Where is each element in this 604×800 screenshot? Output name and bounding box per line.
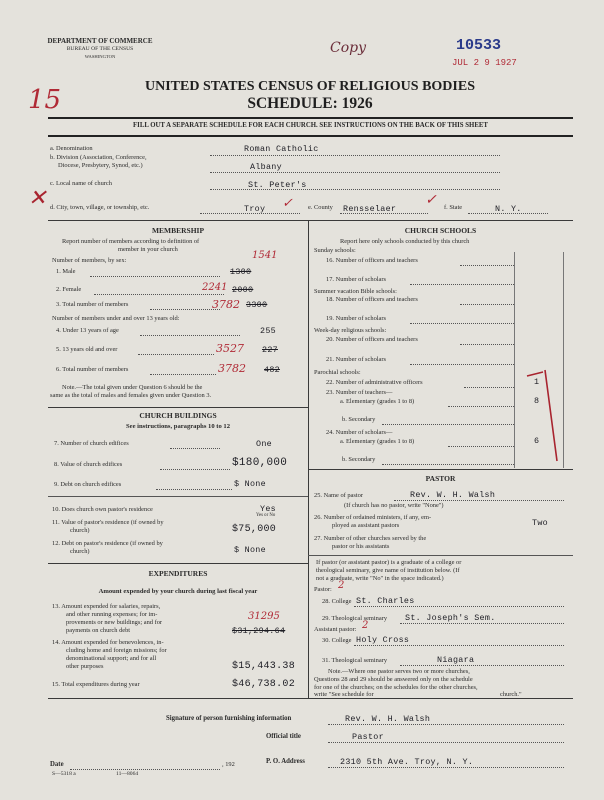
q16-leader xyxy=(460,265,514,266)
q10-label: 10. Does church own pastor's residence xyxy=(52,506,153,513)
q13-handwritten: 31295 xyxy=(248,611,280,622)
q7-label: 7. Number of church edifices xyxy=(54,440,129,447)
graduate-instruction-3: not a graduate, write "No" in the space indicated.) xyxy=(316,575,444,582)
membership-note-1: Note.—The total given under Question 6 should be the xyxy=(62,384,203,391)
q26-value: Two xyxy=(532,518,548,528)
q18-leader xyxy=(460,304,514,305)
q23b-leader xyxy=(382,424,514,425)
schedule-year: SCHEDULE: 1926 xyxy=(247,95,373,112)
q5-leader xyxy=(138,354,214,355)
q25-note: (If church has no pastor, write "None") xyxy=(344,502,444,509)
county-value: Rensselaer xyxy=(343,204,397,214)
q4-under13-value: 255 xyxy=(260,326,276,336)
q10-hint: Yes or No xyxy=(256,513,276,518)
schedule-number-stamp: 10533 xyxy=(456,37,502,54)
q19-label: 19. Number of scholars xyxy=(326,315,386,322)
pastor-inner-rule xyxy=(308,555,573,556)
county-check-mark: ✓ xyxy=(425,192,437,208)
q29-line xyxy=(400,623,564,624)
red-x-mark: ✕ xyxy=(28,186,47,211)
separate-schedule-instruction: FILL OUT A SEPARATE SCHEDULE FOR EACH CHURCH. SEE INSTRUCTIONS ON THE BACK OF THIS SHEET xyxy=(133,122,488,129)
q15-label: 15. Total expenditures during year xyxy=(52,681,140,688)
q22-leader xyxy=(464,387,514,388)
official-title-line xyxy=(328,742,564,743)
q3-total-handwritten: 3782 xyxy=(212,298,240,311)
membership-note-2: same as the total of males and females given under Question 3. xyxy=(50,392,212,399)
q3-total-label: 3. Total number of members xyxy=(56,301,129,308)
q14-label-1: 14. Amount expended for benevolences, in- xyxy=(52,639,164,646)
q24b-leader xyxy=(382,464,514,465)
pastor-handwritten-mark: 2 xyxy=(338,580,345,591)
q26-label-2: ployed as assistant pastors xyxy=(332,522,400,529)
q24b-label: b. Secondary xyxy=(342,456,376,463)
state-label: f. State xyxy=(444,204,463,211)
q24a-leader xyxy=(448,446,514,447)
q4-leader xyxy=(140,335,240,336)
denomination-value: Roman Catholic xyxy=(244,144,319,154)
q9-label: 9. Debt on church edifices xyxy=(54,481,122,488)
pastor-note-3: for one of the churches; on the schedules for the other churches, xyxy=(314,684,478,691)
denomination-label: a. Denomination xyxy=(50,145,93,152)
q26-label: 26. Number of ordained ministers, if any, em- xyxy=(314,514,432,521)
city-value: Troy xyxy=(244,204,266,214)
q8-leader xyxy=(160,469,230,470)
q12-value: $ None xyxy=(234,545,266,555)
q29-label: 29. Theological seminary xyxy=(322,615,388,622)
q23-label: 23. Number of teachers— xyxy=(326,389,393,396)
q18-label: 18. Number of officers and teachers xyxy=(326,296,418,303)
assistant-pastor-sublabel: Assistant pastor: xyxy=(314,626,357,633)
graduate-instruction-2: theological seminary, give name of institution below. (If xyxy=(316,567,460,574)
under-over-13-label: Number of members under and over 13 years old: xyxy=(52,315,180,322)
q2-leader xyxy=(94,294,224,295)
q28-label: 28. College xyxy=(322,598,352,605)
q21-label: 21. Number of scholars xyxy=(326,356,386,363)
q31-line xyxy=(400,665,564,666)
schools-subheading: Report here only schools conducted by this church xyxy=(340,238,470,245)
pastor-note-5: church." xyxy=(500,691,522,698)
buildings-subheading: See instructions, paragraphs 10 to 12 xyxy=(125,423,231,430)
q6-leader xyxy=(150,374,216,375)
q23b-label: b. Secondary xyxy=(342,416,376,423)
q2-female-value: 2000 xyxy=(232,285,254,295)
po-address-value: 2310 5th Ave. Troy, N. Y. xyxy=(340,757,474,767)
form-number: S—5318 a xyxy=(52,771,76,777)
section-rule-buildings-expenditures xyxy=(48,563,308,564)
q12-label: 12. Debt on pastor's residence (if owned by xyxy=(52,540,163,547)
official-title-label: Official title xyxy=(266,733,301,740)
bureau-heading: BUREAU OF THE CENSUS xyxy=(66,46,134,52)
q3-total-value: 3300 xyxy=(246,300,268,310)
q12-label-2: church) xyxy=(70,548,90,555)
page-mark-handwritten: 15 xyxy=(28,85,62,115)
q3-leader xyxy=(150,309,220,310)
red-pencil-slash-mark xyxy=(515,366,565,466)
q1-male-label: 1. Male xyxy=(56,268,76,275)
signature-line xyxy=(328,724,564,725)
state-value: N. Y. xyxy=(495,204,522,214)
q13-label-1: 13. Amount expended for salaries, repairs, xyxy=(52,603,161,610)
header-rule-top xyxy=(48,117,573,119)
pastor-note-1: Note.—Where one pastor serves two or more churches, xyxy=(328,668,470,675)
q6-total-handwritten: 3782 xyxy=(218,362,246,375)
q25-label: 25. Name of pastor xyxy=(314,492,363,499)
parochial-schools-label: Parochial schools: xyxy=(314,369,361,376)
division-label: b. Division (Association, Conference, xyxy=(50,154,147,161)
q10-value: Yes xyxy=(260,504,276,514)
members-by-sex-label: Number of members, by sex: xyxy=(52,257,127,264)
q23a-value: 8 xyxy=(534,396,540,406)
q13-label-2: and other running expenses; for im- xyxy=(66,611,158,618)
q8-label: 8. Value of church edifices xyxy=(54,461,123,468)
q20-label: 20. Number of officers and teachers xyxy=(326,336,418,343)
official-title-value: Pastor xyxy=(352,732,384,742)
q25-value: Rev. W. H. Walsh xyxy=(410,490,496,500)
q31-value: Niagara xyxy=(437,655,475,665)
q5-over13-value: 227 xyxy=(262,345,278,355)
pastor-sublabel: Pastor: xyxy=(314,586,332,593)
sunday-schools-label: Sunday schools: xyxy=(314,247,356,254)
section-rule-membership-buildings xyxy=(48,407,308,408)
q29-value: St. Joseph's Sem. xyxy=(405,613,496,623)
buildings-heading: CHURCH BUILDINGS xyxy=(139,411,217,420)
buildings-inner-rule xyxy=(48,496,308,497)
po-address-line xyxy=(328,767,564,768)
q11-label-2: church) xyxy=(70,527,90,534)
division-value: Albany xyxy=(250,162,282,172)
q22-value: 1 xyxy=(534,377,540,387)
q13-value: $31,294.64 xyxy=(232,626,286,636)
q5-over13-handwritten: 3527 xyxy=(216,342,244,355)
pastor-note-2: Questions 28 and 29 should be answered only on the schedule xyxy=(314,676,473,683)
q5-over13-label: 5. 13 years old and over xyxy=(56,346,118,353)
division-line xyxy=(210,172,500,173)
city-check-mark: ✓ xyxy=(282,196,293,211)
header-rule-bottom xyxy=(48,135,573,137)
local-name-label: c. Local name of church xyxy=(50,180,112,187)
column-divider xyxy=(308,220,309,698)
section-rule-footer xyxy=(48,698,573,699)
q9-value: $ None xyxy=(234,479,266,489)
q2-female-handwritten: 2241 xyxy=(202,282,228,293)
q23a-label: a. Elementary (grades 1 to 8) xyxy=(340,398,415,405)
q2-female-label: 2. Female xyxy=(56,286,82,293)
q20-leader xyxy=(460,344,514,345)
q21-leader xyxy=(410,364,514,365)
q9-leader xyxy=(156,489,232,490)
q28-line xyxy=(354,606,564,607)
weekday-schools-label: Week-day religious schools: xyxy=(314,327,387,334)
q16-label: 16. Number of officers and teachers xyxy=(326,257,418,264)
q1-male-handwritten: 1541 xyxy=(252,250,278,261)
received-date-stamp: JUL 2 9 1927 xyxy=(452,58,517,68)
signature-label: Signature of person furnishing information xyxy=(166,715,292,722)
q30-label: 30. College xyxy=(322,637,352,644)
q7-leader xyxy=(170,448,220,449)
expenditures-subheading: Amount expended by your church during last fiscal year xyxy=(98,588,258,595)
q7-value: One xyxy=(256,439,272,449)
q11-value: $75,000 xyxy=(232,524,277,535)
local-name-value: St. Peter's xyxy=(248,180,307,190)
date-label: Date xyxy=(50,761,64,768)
q8-value: $180,000 xyxy=(232,457,288,469)
q27-label: 27. Number of other churches served by the xyxy=(314,535,427,542)
print-number: 11—8064 xyxy=(116,771,139,777)
q17-leader xyxy=(410,284,514,285)
q1-leader xyxy=(90,276,220,277)
department-heading: DEPARTMENT OF COMMERCE xyxy=(47,37,153,45)
q28-value: St. Charles xyxy=(356,596,415,606)
denomination-line xyxy=(210,155,500,156)
pastor-note-4: write "See schedule for xyxy=(314,691,374,698)
date-line xyxy=(70,769,220,770)
section-rule-1 xyxy=(48,220,573,221)
q11-label: 11. Value of pastor's residence (if owned by xyxy=(52,519,164,526)
q31-label: 31. Theological seminary xyxy=(322,657,388,664)
q14-value: $15,443.38 xyxy=(232,661,296,672)
city-label: d. City, town, village, or township, etc. xyxy=(50,204,150,211)
q13-label-4: payments on church debt xyxy=(66,627,131,634)
q14-label-2: cluding home and foreign missions; for xyxy=(66,647,167,654)
schools-heading: CHURCH SCHOOLS xyxy=(404,226,477,235)
q23a-leader xyxy=(448,406,514,407)
q13-label-3: provements or new buildings; and for xyxy=(66,619,163,626)
q19-leader xyxy=(410,323,514,324)
q27-label-2: pastor or his assistants xyxy=(332,543,390,550)
q17-label: 17. Number of scholars xyxy=(326,276,386,283)
q24-label: 24. Number of scholars— xyxy=(326,429,393,436)
copy-handwritten-note: Copy xyxy=(330,40,367,56)
q14-label-4: other purposes xyxy=(66,663,104,670)
q24a-value: 6 xyxy=(534,436,540,446)
membership-intro-2: member in your church xyxy=(118,246,178,253)
county-label: e. County xyxy=(308,204,333,211)
signature-value: Rev. W. H. Walsh xyxy=(345,714,431,724)
q1-male-value: 1300 xyxy=(230,267,252,277)
membership-intro-1: Report number of members according to definition of xyxy=(62,238,200,245)
q6-total-value: 482 xyxy=(264,365,280,375)
q24a-label: a. Elementary (grades 1 to 8) xyxy=(340,438,415,445)
pastor-heading: PASTOR xyxy=(425,474,456,483)
section-rule-schools-pastor xyxy=(308,469,573,470)
q15-value: $46,738.02 xyxy=(232,679,296,690)
date-year: , 192 xyxy=(222,761,235,768)
assistant-handwritten-mark: 2 xyxy=(362,620,369,631)
q6-total-label: 6. Total number of members xyxy=(56,366,129,373)
city-heading: WASHINGTON xyxy=(84,54,116,59)
po-address-label: P. O. Address xyxy=(266,758,305,765)
q22-label: 22. Number of administrative officers xyxy=(326,379,423,386)
membership-heading: MEMBERSHIP xyxy=(151,226,205,235)
form-title: UNITED STATES CENSUS OF RELIGIOUS BODIES xyxy=(144,79,475,94)
q25-line xyxy=(394,500,564,501)
q30-value: Holy Cross xyxy=(356,635,410,645)
q30-line xyxy=(354,645,564,646)
expenditures-heading: EXPENDITURES xyxy=(148,569,208,578)
summer-schools-label: Summer vacation Bible schools: xyxy=(314,288,397,295)
q4-under13-label: 4. Under 13 years of age xyxy=(56,327,119,334)
graduate-instruction-1: If pastor (or assistant pastor) is a graduate of a college or xyxy=(316,559,462,566)
q14-label-3: denominational support; and for all xyxy=(66,655,157,662)
division-label-2: Diocese, Presbytery, Synod, etc.) xyxy=(58,162,143,169)
